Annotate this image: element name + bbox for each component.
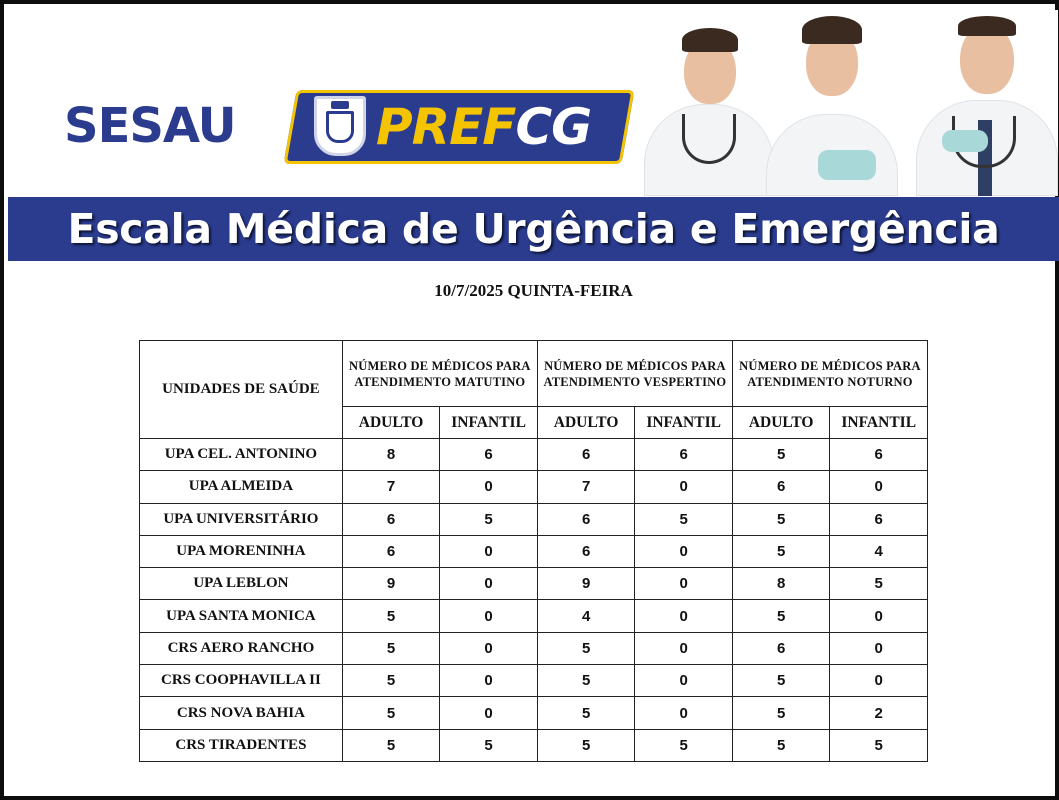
doctor-count-cell: 6 [342, 535, 440, 567]
doctor-count-cell: 5 [342, 632, 440, 664]
doctor-count-cell: 6 [830, 503, 928, 535]
table-body [140, 439, 928, 762]
doctor-count-cell: 0 [635, 632, 733, 664]
doctor-count-cell: 5 [342, 697, 440, 729]
doctor-count-cell: 4 [537, 600, 635, 632]
doctor-count-cell: 5 [537, 665, 635, 697]
doctor-count-cell: 0 [635, 471, 733, 503]
doctor-count-cell: 5 [537, 697, 635, 729]
doctor-count-cell: 8 [732, 568, 830, 600]
doctor-count-cell: 0 [635, 697, 733, 729]
doctor-count-cell: 5 [732, 665, 830, 697]
doctor-count-cell: 5 [732, 535, 830, 567]
table-row [140, 568, 928, 600]
doctor-count-cell: 5 [732, 729, 830, 761]
doctor-count-cell: 5 [342, 600, 440, 632]
doctor-count-cell: 2 [830, 697, 928, 729]
unit-name-cell: UPA UNIVERSITÁRIO [140, 503, 343, 535]
doctor-count-cell: 8 [342, 439, 440, 471]
doctor-count-cell: 0 [440, 535, 538, 567]
shift-header-afternoon: NÚMERO DE MÉDICOS PARA ATENDIMENTO VESPERTINO [537, 341, 732, 407]
table-row [140, 439, 928, 471]
doctor-count-cell: 5 [537, 729, 635, 761]
table-row [140, 697, 928, 729]
doctor-count-cell: 5 [440, 729, 538, 761]
unit-name-cell: UPA ALMEIDA [140, 471, 343, 503]
city-crest-icon [314, 96, 366, 156]
unit-name-cell: CRS TIRADENTES [140, 729, 343, 761]
doctor-count-cell: 0 [440, 568, 538, 600]
doctor-count-cell: 5 [732, 697, 830, 729]
table-row [140, 729, 928, 761]
prefcg-logo-text: PREFCG [376, 98, 592, 156]
doctor-count-cell: 5 [830, 729, 928, 761]
doctor-count-cell: 0 [440, 632, 538, 664]
page-title: Escala Médica de Urgência e Emergência [67, 205, 1000, 253]
subheader-child: INFANTIL [830, 407, 928, 439]
subheader-adult: ADULTO [537, 407, 635, 439]
doctor-count-cell: 0 [635, 600, 733, 632]
doctor-count-cell: 6 [440, 439, 538, 471]
doctor-count-cell: 6 [537, 439, 635, 471]
doctor-count-cell: 7 [537, 471, 635, 503]
doctor-count-cell: 4 [830, 535, 928, 567]
unit-name-cell: CRS AERO RANCHO [140, 632, 343, 664]
doctor-count-cell: 0 [635, 665, 733, 697]
doctor-count-cell: 6 [732, 632, 830, 664]
doctor-count-cell: 5 [537, 632, 635, 664]
table-row [140, 503, 928, 535]
doctor-count-cell: 5 [342, 665, 440, 697]
doctor-count-cell: 0 [440, 697, 538, 729]
unit-name-cell: UPA LEBLON [140, 568, 343, 600]
doctor-count-cell: 0 [635, 568, 733, 600]
doctor-count-cell: 0 [830, 471, 928, 503]
shift-header-morning: NÚMERO DE MÉDICOS PARA ATENDIMENTO MATUTINO [342, 341, 537, 407]
subheader-child: INFANTIL [635, 407, 733, 439]
table-row [140, 471, 928, 503]
table-row [140, 665, 928, 697]
unit-column-header: UNIDADES DE SAÚDE [140, 341, 343, 439]
doctor-count-cell: 0 [440, 665, 538, 697]
unit-name-cell: UPA SANTA MONICA [140, 600, 343, 632]
unit-name-cell: CRS COOPHAVILLA II [140, 665, 343, 697]
unit-name-cell: UPA CEL. ANTONINO [140, 439, 343, 471]
doctor-count-cell: 5 [440, 503, 538, 535]
doctor-count-cell: 6 [342, 503, 440, 535]
unit-name-cell: CRS NOVA BAHIA [140, 697, 343, 729]
doctor-count-cell: 6 [635, 439, 733, 471]
subheader-adult: ADULTO [342, 407, 440, 439]
doctor-count-cell: 0 [440, 471, 538, 503]
table-header-row [140, 341, 928, 407]
doctor-count-cell: 5 [635, 503, 733, 535]
doctor-count-cell: 0 [830, 632, 928, 664]
doctor-count-cell: 0 [830, 600, 928, 632]
table-row [140, 600, 928, 632]
doctor-count-cell: 5 [732, 439, 830, 471]
doctor-count-cell: 9 [537, 568, 635, 600]
doctors-photo [634, 10, 1058, 196]
unit-name-cell: UPA MORENINHA [140, 535, 343, 567]
doctor-count-cell: 6 [537, 535, 635, 567]
doctor-count-cell: 7 [342, 471, 440, 503]
doctor-count-cell: 5 [342, 729, 440, 761]
shift-header-night: NÚMERO DE MÉDICOS PARA ATENDIMENTO NOTURNO [732, 341, 927, 407]
doctor-count-cell: 5 [732, 503, 830, 535]
schedule-table [139, 340, 928, 762]
doctor-count-cell: 9 [342, 568, 440, 600]
subheader-adult: ADULTO [732, 407, 830, 439]
doctor-count-cell: 0 [830, 665, 928, 697]
table-row [140, 535, 928, 567]
title-banner [8, 197, 1059, 261]
doctor-count-cell: 6 [732, 471, 830, 503]
subheader-child: INFANTIL [440, 407, 538, 439]
doctor-count-cell: 0 [440, 600, 538, 632]
doctor-count-cell: 5 [830, 568, 928, 600]
doctor-count-cell: 5 [635, 729, 733, 761]
doctor-count-cell: 6 [830, 439, 928, 471]
sesau-logo: SESAU [64, 98, 236, 154]
doctor-count-cell: 0 [635, 535, 733, 567]
doctor-count-cell: 5 [732, 600, 830, 632]
schedule-date: 10/7/2025 QUINTA-FEIRA [434, 281, 633, 300]
table-row [140, 632, 928, 664]
doctor-count-cell: 6 [537, 503, 635, 535]
